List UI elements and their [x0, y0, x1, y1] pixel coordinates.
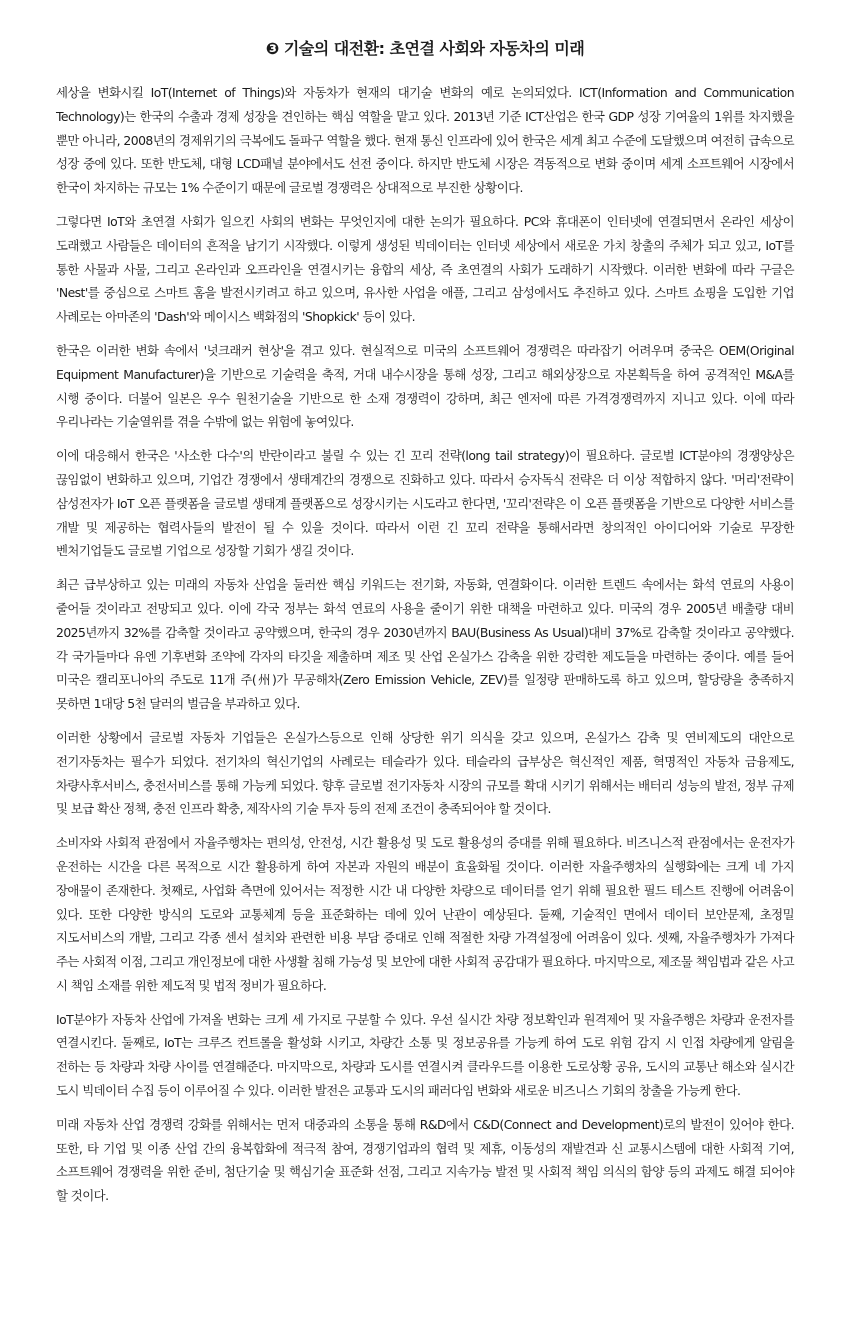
paragraph-long-tail-strategy: 이에 대응해서 한국은 '사소한 다수'의 반란이라고 불릴 수 있는 긴 꼬리 전략(long tail strategy)이 필요하다. 글로벌 ICT분야의 경쟁양상은 끊임없이 변화하고 있으며, 기업간 경쟁에서 생태계간의 경쟁으로 진화하고 있다. 따라서 승자독식 전략은 더 이상 적합하지 않다. '머리'전략이 삼성전자가 IoT 오픈 플랫폼을 글로벌 생태계 플랫폼으로 성장시키는 시도라고 한다면, '꼬리'전략은 이 오픈 플랫폼을 기반으로 다양한 서비스를 개발 및 제공하는 협력사들의 발전이 될 수 있을 것이다. 따라서 이런 긴 꼬리 전략을 통해서라면 창의적인 아이디어와 기술로 무장한 벤처기업들도 글로벌 기업으로 성장할 기회가 생길 것이다. [56, 448, 794, 559]
paragraph-hyperconnected-society: 그렇다면 IoT와 초연결 사회가 일으킨 사회의 변화는 무엇인지에 대한 논의가 필요하다. PC와 휴대폰이 인터넷에 연결되면서 온라인 세상이 도래했고 사람들은 데이터의 흔적을 남기기 시작했다. 이렇게 생성된 빅데이터는 인터넷 세상에서 새로운 가치 창출의 주체가 되고 있고, IoT를 통한 사물과 사물, 그리고 온라인과 오프라인을 연결시키는 융합의 세상, 즉 초연결의 사회가 도래하기 시작했다. 이러한 변화에 따라 구글은 'Nest'를 중심으로 스마트 홈을 발전시키려고 하고 있으며, 유사한 사업을 애플, 그리고 삼성에서도 추진하고 있다. 스마트 쇼핑을 도입한 기업 사례로는 아마존의 'Dash'와 메이시스 백화점의 'Shopkick' 등이 있다. [56, 213, 794, 325]
paragraph-iot-ict: 세상을 변화시킬 IoT(Internet of Things)와 자동차가 현재의 대기술 변화의 예로 논의되었다. ICT(Information and Communication Technology)는 한국의 수출과 경제 성장을 견인하는 핵심 역할을 맡고 있다. 2013년 기준 ICT산업은 한국 GDP 성장 기여율의 1위를 차지했을 뿐만 아니라, 2008년의 경제위기의 극복에도 돌파구 역할을 했다. 현재 통신 인프라에 있어 한국은 세계 최고 수준에 도달했으며 여전히 급속으로 성장 중에 있다. 또한 반도체, 대형 LCD패널 분야에서도 선전 중이다. 하지만 반도체 시장은 격동적으로 변화 중이며 세계 소프트웨어 시장에서 한국이 차지하는 규모는 1% 수준이기 때문에 글로벌 경쟁력은 상대적으로 부진한 상황이다. [56, 85, 794, 196]
paragraph-future-automotive: 최근 급부상하고 있는 미래의 자동차 산업을 둘러싼 핵심 키워드는 전기화, 자동화, 연결화이다. 이러한 트렌드 속에서는 화석 연료의 사용이 줄어들 것이라고 전망되고 있다. 이에 각국 정부는 화석 연료의 사용을 줄이기 위한 대책을 마련하고 있다. 미국의 경우 2005년 배출량 대비 2025년까지 32%를 감축할 것이라고 공약했으며, 한국의 경우 2030년까지 BAU(Business As Usual)대비 37%로 감축할 것이라고 공약했다. 각 국가들마다 유엔 기후변화 조약에 각자의 타깃을 제출하며 제조 및 산업 온실가스 감축을 위한 강력한 제도들을 마련하는 중이다. 예를 들어 미국은 캘리포니아의 주도로 11개 주(州)가 무공해차(Zero Emission Vehicle, ZEV)를 일정량 판매하도록 하고 있으며, 할당량을 충족하지 못하면 1대당 5천 달러의 벌금을 부과하고 있다. [56, 577, 794, 712]
paragraph-electric-vehicles: 이러한 상황에서 글로벌 자동차 기업들은 온실가스등으로 인해 상당한 위기 의식을 갖고 있으며, 온실가스 감축 및 연비제도의 대안으로 전기자동차는 필수가 되었다. 전기차의 혁신기업의 사례로는 테슬라가 있다. 테슬라의 급부상은 혁신적인 제품, 혁명적인 자동차 금융제도, 차량사후서비스, 충전서비스를 통해 가능케 되었다. 향후 글로벌 전기자동차 시장의 규모를 확대 시키기 위해서는 배터리 성능의 발전, 정부 규제 및 보급 확산 정책, 충전 인프라 확충, 제작사의 기술 투자 등의 전제 조건이 충족되어야 할 것이다. [56, 729, 794, 817]
paragraph-nutcracker: 한국은 이러한 변화 속에서 '넛크래커 현상'을 겪고 있다. 현실적으로 미국의 소프트웨어 경쟁력은 따라잡기 어려우며 중국은 OEM(Original Equipment Manufacturer)을 기반으로 기술력을 축적, 거대 내수시장을 통해 성장, 그리고 해외상장으로 자본획득을 하여 공격적인 M&A를 시행 중이다. 더불어 일본은 우수 원천기술을 기반으로 한 소재 경쟁력이 강하며, 최근 엔저에 따른 가격경쟁력까지 지니고 있다. 이에 따라 우리나라는 기술열위를 겪을 수밖에 없는 위험에 놓여있다. [56, 342, 794, 430]
paragraph-iot-automotive-changes: IoT분야가 자동차 산업에 가져올 변화는 크게 세 가지로 구분할 수 있다. 우선 실시간 차량 정보확인과 원격제어 및 자율주행은 차량과 운전자를 연결시킨다. 둘째로, IoT는 크루즈 컨트롤을 활성화 시키고, 차량간 소통 및 정보공유를 가능케 하여 도로 위험 감지 시 인접 차량에게 알림을 전하는 등 차량과 차량 사이를 연결해준다. 마지막으로, 차량과 도시를 연결시켜 클라우드를 이용한 도로상황 공유, 도시의 교통난 해소와 실시간 도시 빅데이터 수집 등이 이루어질 수 있다. 이러한 발전은 교통과 도시의 패러다임 변화와 새로운 비즈니스 기회의 창출을 가능케 한다. [56, 1011, 794, 1099]
paragraph-autonomous-vehicles: 소비자와 사회적 관점에서 자율주행차는 편의성, 안전성, 시간 활용성 및 도로 활용성의 증대를 위해 필요하다. 비즈니스적 관점에서는 운전자가 운전하는 시간을 다른 목적으로 시간 활용하게 하여 자본과 자원의 배분이 효율화될 것이다. 이러한 자율주행차의 실행화에는 크게 네 가지 장애물이 존재한다. 첫째로, 사업화 측면에 있어서는 적정한 시간 내 다양한 차량으로 데이터를 얻기 위해 필요한 필드 테스트 진행에 어려움이 있다. 또한 다양한 방식의 도로와 교통체계 등을 표준화하는 데에 있어 난관이 예상된다. 둘째, 기술적인 면에서 데이터 보안문제, 초정밀 지도서비스의 개발, 그리고 각종 센서 설치와 관련한 비용 부담 증대로 인해 적절한 차량 가격설정에 어려움이 있다. 셋째, 자율주행차가 가져다 주는 사회적 이점, 그리고 개인정보에 대한 사생활 침해 가능성 및 보안에 대한 사회적 공감대가 필요하다. 마지막으로, 제조물 책임법과 같은 사고 시 책임 소재를 위한 제도적 및 법적 정비가 필요하다. [56, 835, 794, 993]
section-title: ❸ 기술의 대전환: 초연결 사회와 자동차의 미래 [265, 39, 585, 58]
paragraph-competitiveness: 미래 자동차 산업 경쟁력 강화를 위해서는 먼저 대중과의 소통을 통해 R&D에서 C&D(Connect and Development)로의 발전이 있어야 한다. 또한, 타 기업 및 이종 산업 간의 융복합화에 적극적 참여, 경쟁기업과의 협력 및 제휴, 이동성의 재발견과 신 교통시스템에 대한 사회적 기여, 소프트웨어 경쟁력을 위한 준비, 첨단기술 및 핵심기술 표준화 선점, 그리고 지속가능 발전 및 사회적 책임 의식의 함양 등의 과제도 해결 되어야 할 것이다. [56, 1116, 794, 1204]
document-page [56, 34, 794, 1208]
